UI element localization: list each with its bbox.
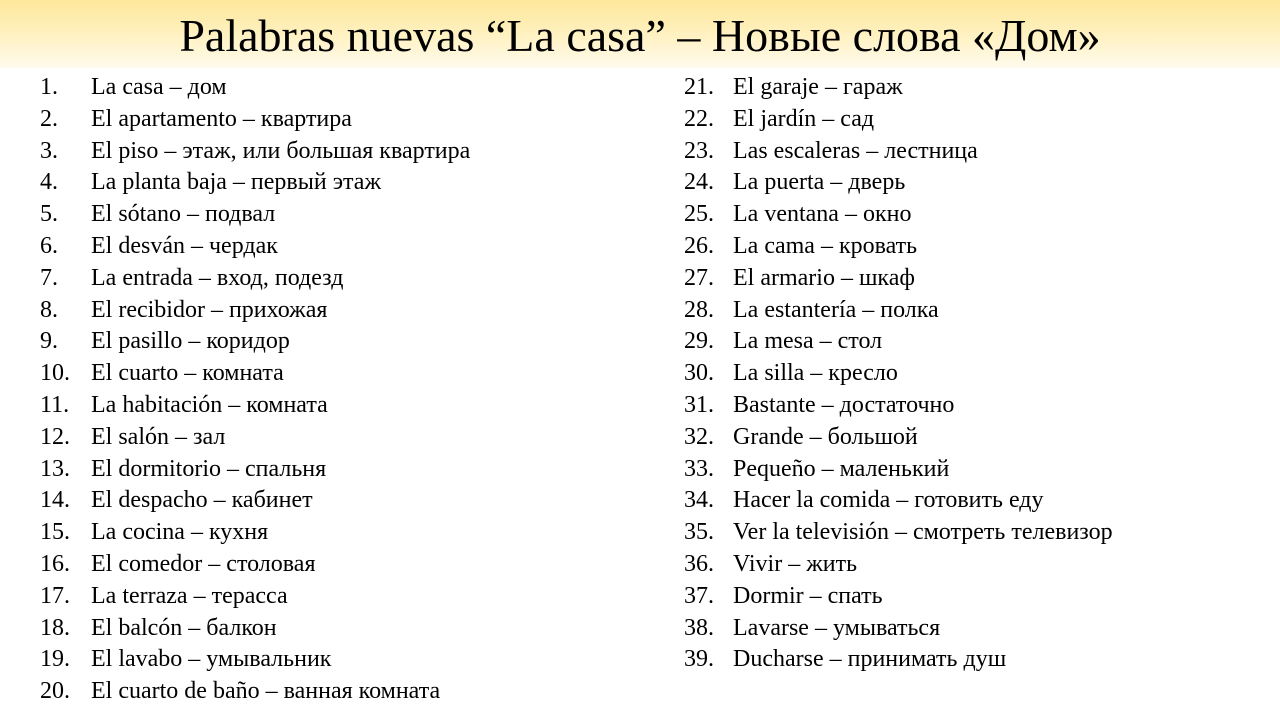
item-text: El dormitorio – спальня (91, 455, 327, 482)
item-number: 6. (40, 232, 58, 259)
vocabulary-item (684, 167, 1274, 199)
item-number: 7. (40, 264, 58, 291)
item-text: La planta baja – первый этаж (91, 169, 382, 196)
item-number: 14. (40, 487, 70, 514)
vocabulary-item (40, 136, 660, 168)
vocabulary-item (40, 485, 660, 517)
item-text: El comedor – столовая (91, 550, 316, 577)
vocabulary-item (40, 358, 660, 390)
vocabulary-item (40, 167, 660, 199)
vocabulary-item (40, 326, 660, 358)
vocabulary-item (40, 549, 660, 581)
item-number: 39. (684, 646, 714, 673)
item-number: 11. (40, 391, 70, 418)
item-number: 35. (684, 519, 714, 546)
item-text: La casa – дом (91, 74, 227, 100)
item-number: 30. (684, 360, 714, 387)
item-number: 22. (684, 105, 714, 132)
item-text: La mesa – стол (733, 328, 883, 355)
item-number: 20. (40, 678, 70, 705)
item-text: El cuarto de baño – ванная комната (91, 678, 441, 705)
vocabulary-item (684, 358, 1274, 390)
item-text: La habitación – комната (91, 391, 328, 418)
slide-title: Palabras nuevas “La casa” – Новые слова «Дом» (179, 10, 1101, 61)
item-number: 13. (40, 455, 70, 482)
item-number: 17. (40, 582, 70, 609)
item-number: 18. (40, 614, 70, 641)
item-number: 9. (40, 328, 58, 355)
vocabulary-item (40, 676, 660, 708)
item-text: La entrada – вход, подезд (91, 264, 344, 291)
item-number: 36. (684, 550, 714, 577)
vocabulary-item (40, 231, 660, 263)
item-number: 38. (684, 614, 714, 641)
item-text: El armario – шкаф (733, 264, 915, 291)
item-number: 2. (40, 105, 58, 132)
vocabulary-item (684, 104, 1274, 136)
item-number: 1. (40, 74, 58, 100)
item-number: 27. (684, 264, 714, 291)
item-number: 25. (684, 201, 714, 228)
item-text: El garaje – гараж (733, 74, 903, 100)
vocabulary-item (684, 485, 1274, 517)
item-text: El balcón – балкон (91, 614, 277, 641)
item-text: La ventana – окно (733, 201, 912, 228)
vocabulary-item (40, 517, 660, 549)
item-text: La silla – кресло (733, 360, 898, 387)
item-number: 33. (684, 455, 714, 482)
item-text: El recibidor – прихожая (91, 296, 328, 323)
item-number: 31. (684, 391, 714, 418)
vocabulary-list-left (40, 72, 660, 708)
item-text: La cama – кровать (733, 232, 918, 259)
item-text: El desván – чердак (91, 232, 278, 259)
item-text: Pequeño – маленький (733, 455, 950, 482)
item-number: 32. (684, 423, 714, 450)
vocabulary-item (684, 72, 1274, 104)
vocabulary-item (40, 613, 660, 645)
item-number: 19. (40, 646, 70, 673)
item-text: La cocina – кухня (91, 519, 269, 546)
vocabulary-item (40, 390, 660, 422)
item-number: 26. (684, 232, 714, 259)
item-text: El despacho – кабинет (91, 487, 313, 514)
vocabulary-item (40, 581, 660, 613)
vocabulary-item (40, 454, 660, 486)
item-number: 28. (684, 296, 714, 323)
item-text: Hacer la comida – готовить еду (733, 487, 1044, 514)
item-number: 21. (684, 74, 714, 100)
vocabulary-item (684, 454, 1274, 486)
vocabulary-list-right (684, 72, 1274, 676)
vocabulary-item (40, 422, 660, 454)
item-number: 29. (684, 328, 714, 355)
item-text: Las escaleras – лестница (733, 137, 978, 164)
item-number: 3. (40, 137, 58, 164)
vocabulary-item (40, 72, 660, 104)
vocabulary-item (684, 295, 1274, 327)
item-text: La estantería – полка (733, 296, 939, 323)
vocabulary-item (684, 390, 1274, 422)
item-text: La puerta – дверь (733, 169, 906, 196)
vocabulary-item (40, 295, 660, 327)
vocabulary-item (40, 199, 660, 231)
vocabulary-item (684, 326, 1274, 358)
item-number: 37. (684, 582, 714, 609)
item-number: 5. (40, 201, 58, 228)
item-text: Ducharse – принимать душ (733, 646, 1007, 673)
vocabulary-item (684, 136, 1274, 168)
item-number: 12. (40, 423, 70, 450)
title-banner (0, 0, 1280, 68)
vocabulary-item (684, 422, 1274, 454)
item-text: Bastante – достаточно (733, 391, 955, 418)
vocabulary-item (40, 644, 660, 676)
item-number: 23. (684, 137, 714, 164)
item-text: El sótano – подвал (91, 201, 276, 228)
item-number: 15. (40, 519, 70, 546)
vocabulary-item (684, 613, 1274, 645)
item-text: Ver la televisión – смотреть телевизор (733, 519, 1113, 546)
item-text: El lavabo – умывальник (91, 646, 332, 673)
item-text: Lavarse – умываться (733, 614, 941, 641)
item-text: La terraza – терасса (91, 582, 288, 609)
vocabulary-item (684, 263, 1274, 295)
vocabulary-item (40, 263, 660, 295)
item-number: 10. (40, 360, 70, 387)
item-text: El salón – зал (91, 423, 226, 450)
item-number: 8. (40, 296, 58, 323)
vocabulary-item (684, 199, 1274, 231)
item-text: Vivir – жить (733, 550, 858, 577)
item-text: El piso – этаж, или большая квартира (91, 137, 471, 164)
item-text: El apartamento – квартира (91, 105, 352, 132)
vocabulary-item (684, 644, 1274, 676)
vocabulary-item (684, 581, 1274, 613)
item-number: 16. (40, 550, 70, 577)
vocabulary-item (684, 517, 1274, 549)
item-number: 4. (40, 169, 58, 196)
item-number: 34. (684, 487, 714, 514)
item-text: Dormir – спать (733, 582, 883, 609)
item-text: El pasillo – коридор (91, 328, 290, 355)
item-number: 24. (684, 169, 714, 196)
vocabulary-item (684, 549, 1274, 581)
item-text: Grande – большой (733, 423, 918, 450)
item-text: El jardín – сад (733, 105, 875, 132)
vocabulary-item (40, 104, 660, 136)
vocabulary-item (684, 231, 1274, 263)
item-text: El cuarto – комната (91, 360, 284, 387)
